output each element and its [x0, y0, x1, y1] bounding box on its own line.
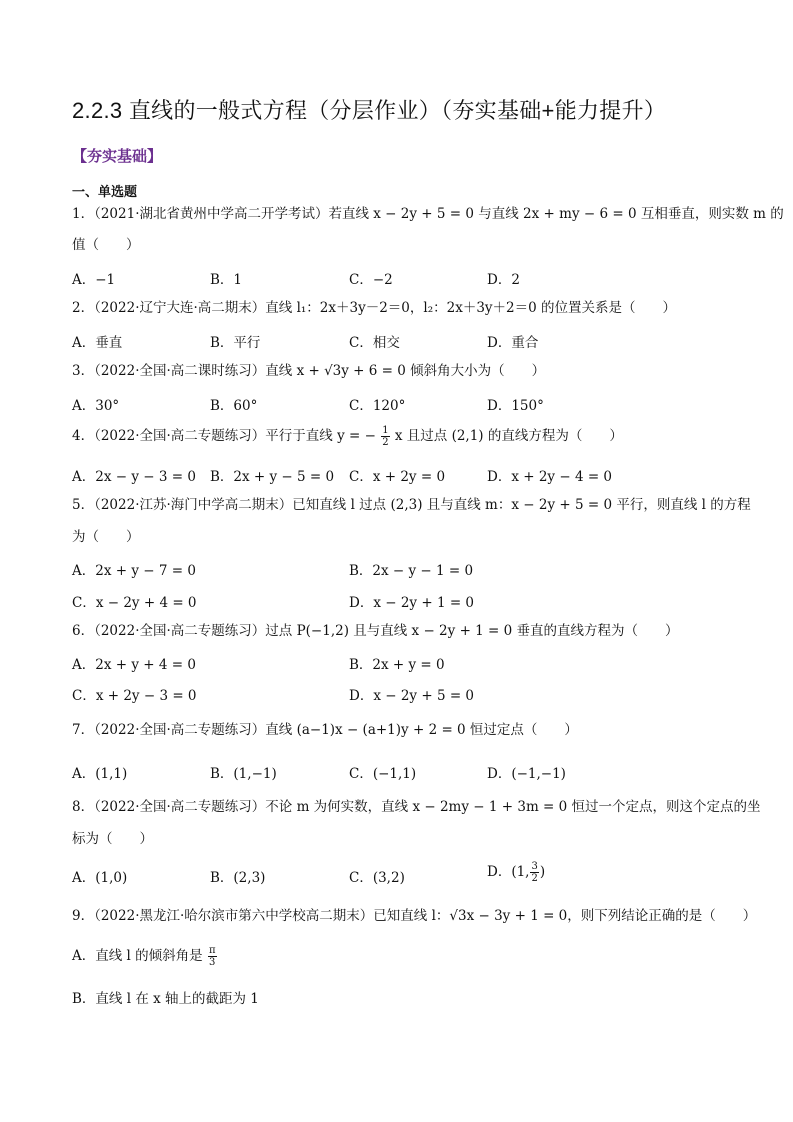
question-5-text-line-2: 为（ ） [72, 529, 140, 545]
question-3-option-c[interactable]: C．120° [349, 398, 406, 414]
question-8-text-line-1: 8．（2022·全国·高二专题练习）不论 m 为何实数，直线 x − 2my − 1 + 3m = 0 恒过一个定点，则这个定点的坐 [72, 799, 761, 815]
question-4-option-d[interactable]: D．x + 2y − 4 = 0 [487, 469, 613, 485]
question-4-option-b[interactable]: B．2x + y − 5 = 0 [210, 469, 335, 485]
question-4-text [72, 425, 623, 448]
question-4-option-a[interactable]: A．2x − y − 3 = 0 [72, 469, 196, 485]
question-9-option-b[interactable]: B．直线 l 在 x 轴上的截距为 1 [72, 991, 259, 1007]
fraction-numerator: 3 [531, 861, 538, 872]
page-title: 2.2.3 直线的一般式方程（分层作业）（夯实基础+能力提升） [72, 98, 667, 123]
question-4-text-part-2: x 且过点 (2,1) 的直线方程为（ ） [390, 428, 623, 444]
fraction-denominator: 2 [531, 873, 538, 884]
question-5-text-line-1: 5．（2022·江苏·海门中学高二期末）已知直线 l 过点 (2,3) 且与直线 m：x − 2y + 5 = 0 平行，则直线 l 的方程 [72, 497, 751, 513]
fraction-numerator: 1 [382, 425, 389, 436]
question-2-option-a[interactable]: A．垂直 [72, 335, 123, 351]
question-7-option-b[interactable]: B．(1,−1) [210, 766, 277, 782]
question-6-option-d[interactable]: D．x − 2y + 5 = 0 [349, 688, 475, 704]
question-1-text-line-2: 值（ ） [72, 237, 140, 253]
question-3-option-d[interactable]: D．150° [487, 398, 544, 414]
question-6-option-b[interactable]: B．2x + y = 0 [349, 657, 445, 673]
question-5-option-a[interactable]: A．2x + y − 7 = 0 [72, 563, 196, 579]
question-1-option-b[interactable]: B．1 [210, 272, 243, 288]
question-6-option-a[interactable]: A．2x + y + 4 = 0 [72, 657, 196, 673]
fraction-denominator: 3 [209, 957, 216, 968]
question-4-option-c[interactable]: C．x + 2y = 0 [349, 469, 446, 485]
question-9-option-a-text: A．直线 l 的倾斜角是 [72, 948, 207, 964]
option-a-fraction [208, 945, 217, 968]
question-2-option-d[interactable]: D．重合 [487, 335, 539, 351]
question-8-option-a[interactable]: A．(1,0) [72, 870, 128, 886]
question-8-option-d[interactable] [487, 860, 545, 884]
question-9-text: 9．（2022·黑龙江·哈尔滨市第六中学校高二期末）已知直线 l：√3x − 3y + 1 = 0，则下列结论正确的是（ ） [72, 908, 757, 924]
question-2-option-c[interactable]: C．相交 [349, 335, 400, 351]
question-3-option-b[interactable]: B．60° [210, 398, 258, 414]
question-8-option-b[interactable]: B．(2,3) [210, 870, 266, 886]
question-5-option-c[interactable]: C．x − 2y + 4 = 0 [72, 595, 197, 611]
fraction-numerator: π [208, 945, 216, 956]
question-4-text-part-1: 4．（2022·全国·高二专题练习）平行于直线 y = − [72, 428, 381, 444]
section-heading: 一、单选题 [72, 184, 138, 199]
question-3-option-a[interactable]: A．30° [72, 398, 120, 414]
question-1-option-d[interactable]: D．2 [487, 272, 520, 288]
question-1-option-a[interactable]: A．−1 [72, 272, 116, 288]
question-5-option-b[interactable]: B．2x − y − 1 = 0 [349, 563, 474, 579]
fraction-denominator: 2 [382, 437, 389, 448]
question-9-option-a[interactable] [72, 944, 218, 968]
question-7-option-a[interactable]: A．(1,1) [72, 766, 128, 782]
question-2-option-b[interactable]: B．平行 [210, 335, 261, 351]
question-3-text: 3．（2022·全国·高二课时练习）直线 x + √3y + 6 = 0 倾斜角大小为（ ） [72, 363, 546, 379]
question-6-option-c[interactable]: C．x + 2y − 3 = 0 [72, 688, 197, 704]
option-d-suffix: ) [539, 864, 546, 880]
question-7-option-c[interactable]: C．(−1,1) [349, 766, 417, 782]
question-7-text: 7．（2022·全国·高二专题练习）直线 (a−1)x − (a+1)y + 2 = 0 恒过定点（ ） [72, 722, 578, 738]
question-2-text: 2．（2022·辽宁大连·高二期末）直线 l₁：2x＋3y－2＝0，l₂：2x＋3y＋2＝0 的位置关系是（ ） [72, 300, 677, 316]
question-1-option-c[interactable]: C．−2 [349, 272, 393, 288]
option-d-prefix: (1, [511, 864, 530, 880]
question-8-option-c[interactable]: C．(3,2) [349, 870, 405, 886]
question-8-option-d-label: D． [487, 864, 512, 880]
section-label: 【夯实基础】 [72, 148, 163, 165]
question-8-text-line-2: 标为（ ） [72, 831, 153, 847]
question-6-text: 6．（2022·全国·高二专题练习）过点 P(−1,2) 且与直线 x − 2y + 1 = 0 垂直的直线方程为（ ） [72, 623, 679, 639]
question-1-text-line-1: 1．（2021·湖北省黄州中学高二开学考试）若直线 x − 2y + 5 = 0 与直线 2x + my − 6 = 0 互相垂直，则实数 m 的 [72, 206, 784, 222]
question-7-option-d[interactable]: D．(−1,−1) [487, 766, 566, 782]
question-5-option-d[interactable]: D．x − 2y + 1 = 0 [349, 595, 475, 611]
option-d-fraction [530, 861, 538, 884]
question-4-fraction [381, 425, 389, 448]
